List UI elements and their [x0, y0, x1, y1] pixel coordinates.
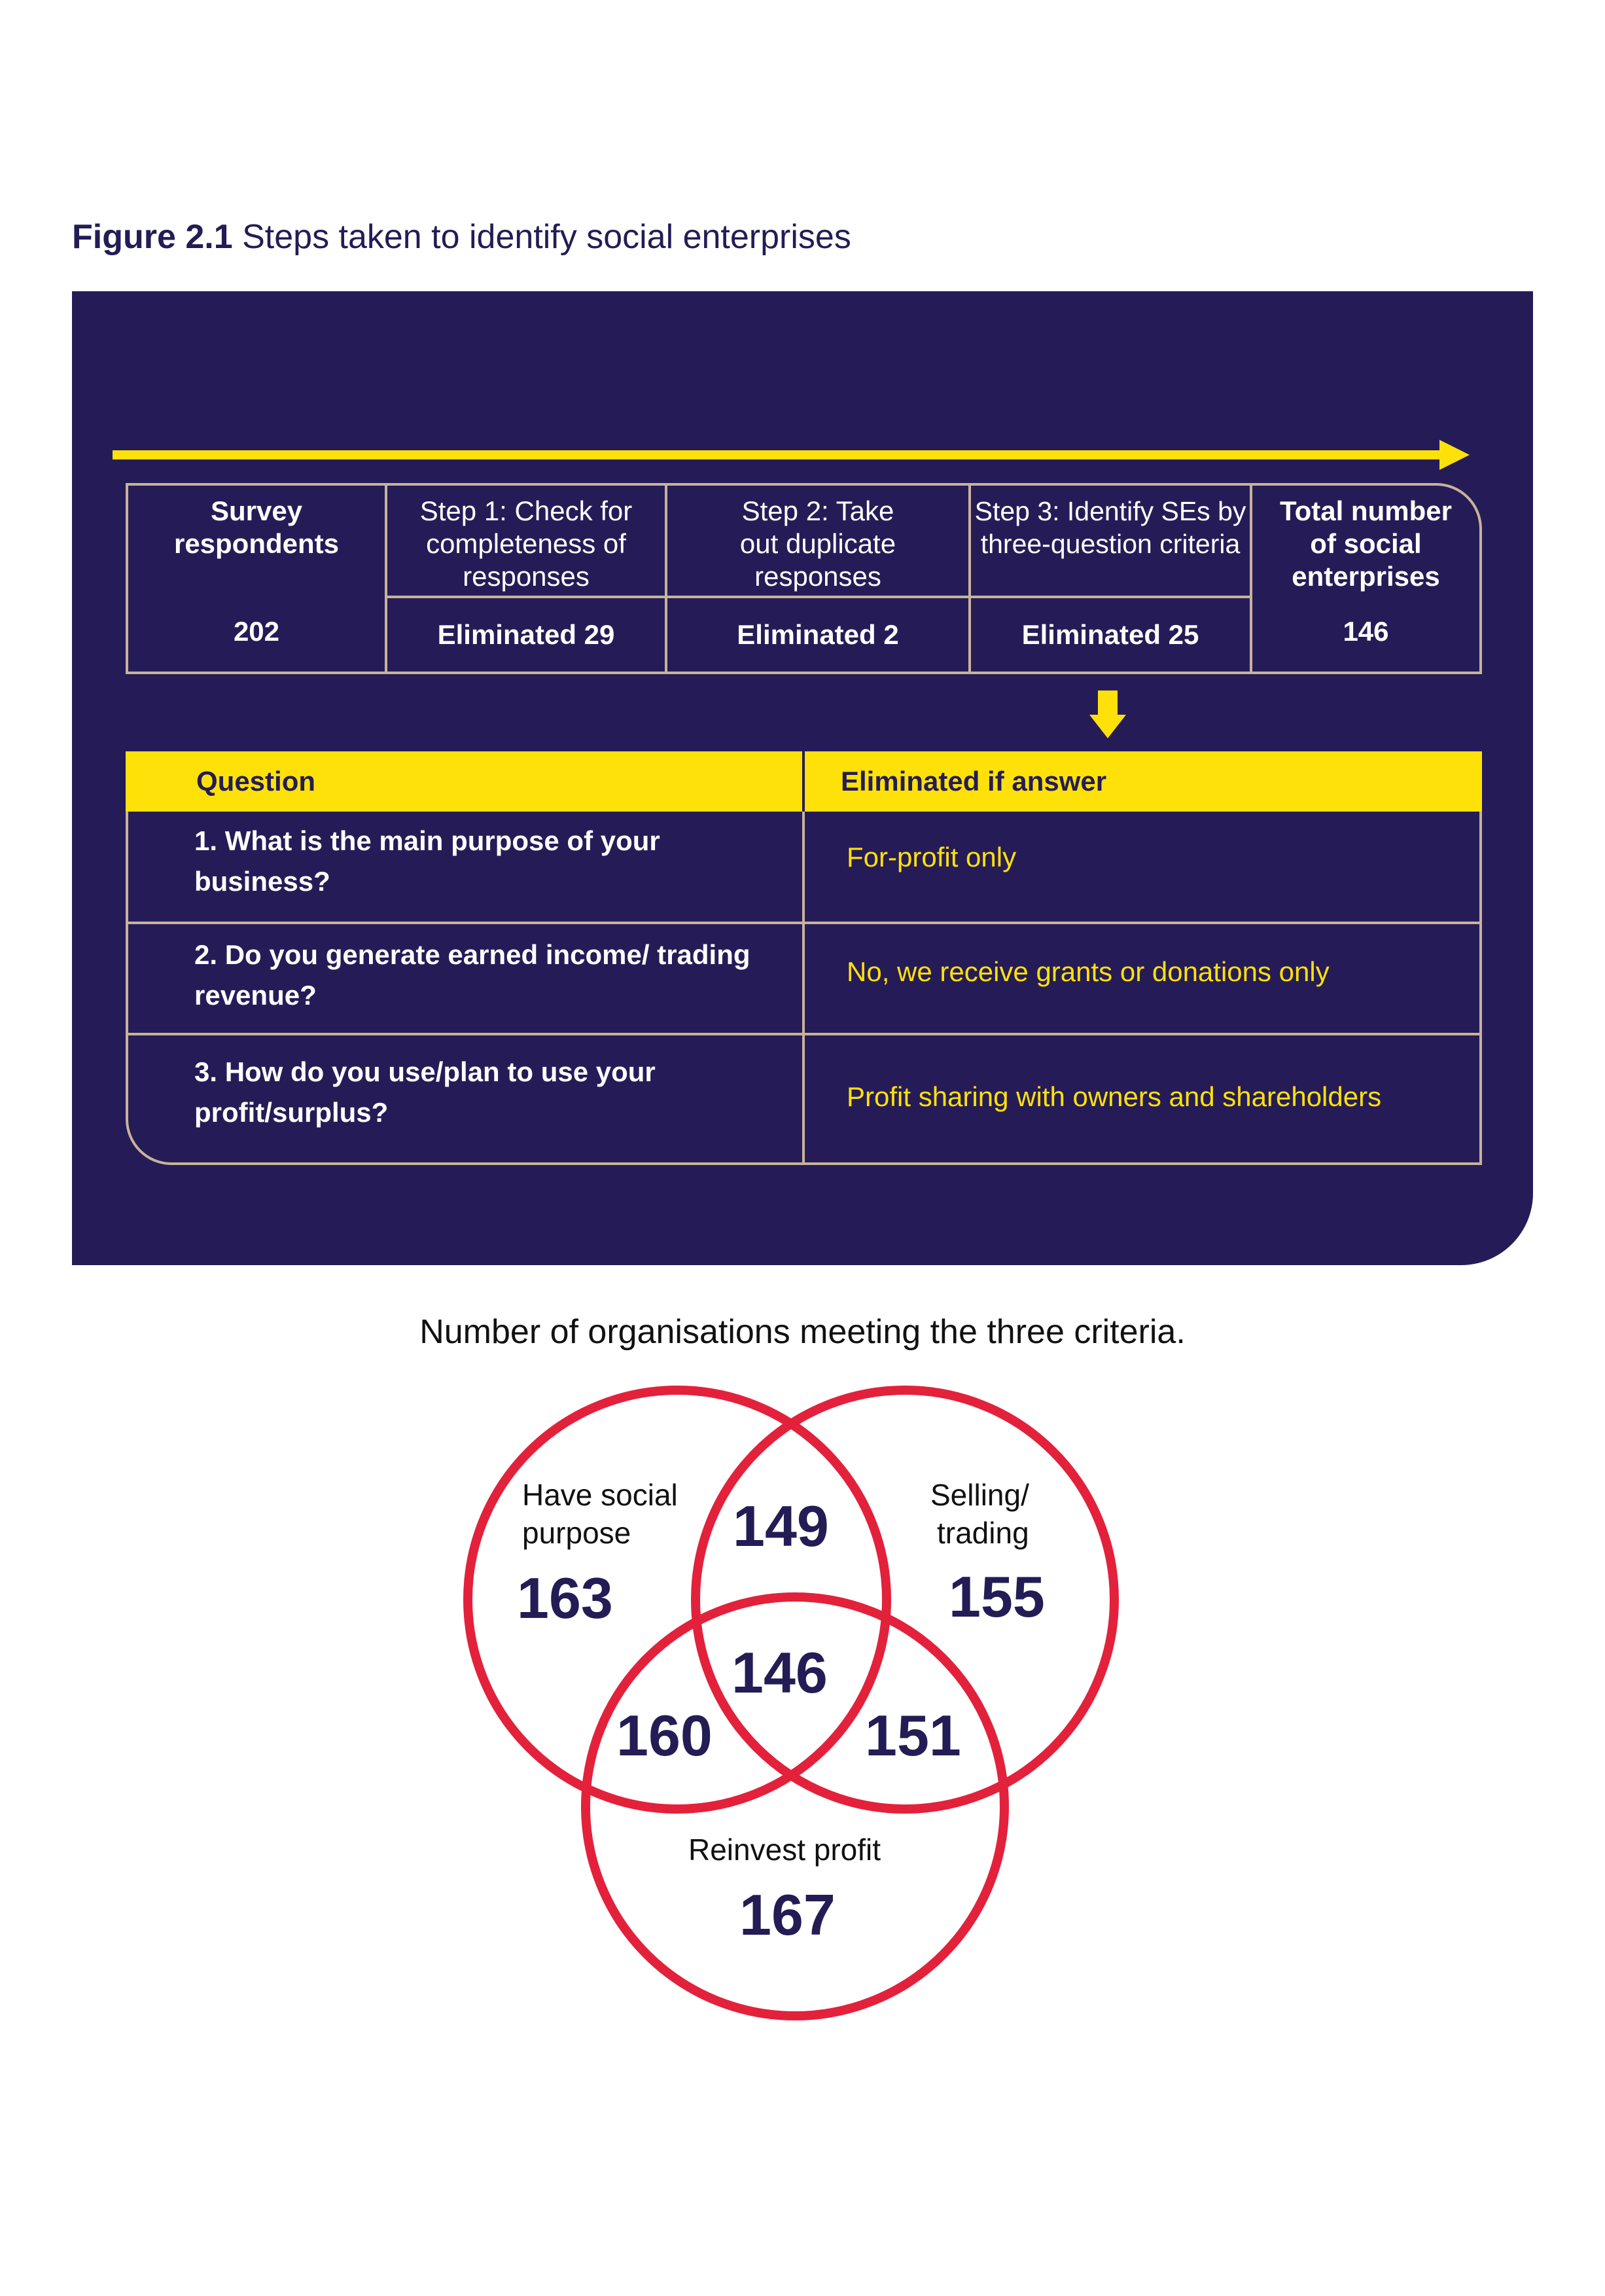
- figure-caption: Steps taken to identify social enterprises: [242, 218, 851, 256]
- venn-label-selling-trading-line1: Selling/: [930, 1478, 1029, 1512]
- step-result: Eliminated 2: [667, 596, 968, 672]
- answer-1: For-profit only: [847, 842, 1017, 872]
- step-label: Total number of social enterprises: [1280, 495, 1452, 592]
- venn-value-purpose-reinvest: 160: [616, 1703, 713, 1768]
- step-result: Eliminated 25: [971, 596, 1250, 672]
- step-label: Step 1: Check for completeness of responses: [419, 495, 633, 592]
- venn-label-social-purpose-line1: Have social: [522, 1478, 678, 1512]
- figure-number: Figure 2.1: [72, 218, 233, 256]
- step-value: 146: [1343, 616, 1389, 647]
- venn-value-social-purpose: 163: [517, 1566, 613, 1630]
- step-label: Step 2: Take out duplicate responses: [739, 495, 896, 592]
- step-result: Eliminated 29: [387, 596, 665, 672]
- venn-label-selling-trading-line2: trading: [937, 1516, 1029, 1550]
- venn-value-trading-reinvest: 151: [865, 1703, 961, 1768]
- step-label: Survey respondents: [173, 495, 340, 559]
- step-value: 202: [233, 616, 280, 647]
- venn-label-social-purpose-line2: purpose: [522, 1516, 631, 1550]
- venn-value-purpose-trading: 149: [733, 1494, 829, 1558]
- question-3: 3. How do you use/plan to use your profit/surplus?: [194, 1056, 656, 1128]
- answer-3: Profit sharing with owners and shareholders: [847, 1081, 1382, 1112]
- question-2: 2. Do you generate earned income/ trading revenue?: [194, 939, 750, 1011]
- question-1: 1. What is the main purpose of your business?: [194, 825, 660, 897]
- venn-label-reinvest-profit: Reinvest profit: [688, 1833, 881, 1867]
- venn-value-selling-trading: 155: [949, 1564, 1045, 1629]
- header-eliminated: Eliminated if answer: [841, 766, 1107, 797]
- header-question: Question: [196, 766, 316, 797]
- venn-value-all-three: 146: [732, 1640, 828, 1705]
- venn-caption: Number of organisations meeting the three criteria.: [419, 1313, 1186, 1351]
- venn-value-reinvest-profit: 167: [739, 1882, 836, 1947]
- step-label: Step 3: Identify SEs by three-question criteria: [974, 496, 1246, 559]
- answer-2: No, we receive grants or donations only: [847, 956, 1330, 987]
